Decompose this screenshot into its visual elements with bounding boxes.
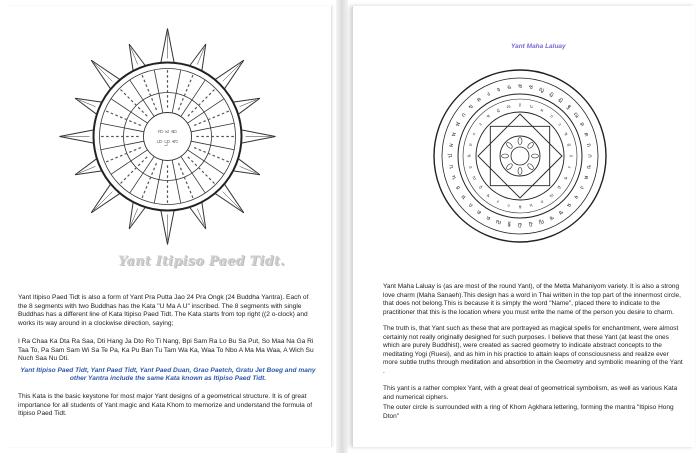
svg-text:ง: ง [556,122,562,128]
svg-text:น: น [449,174,458,181]
svg-text:ญ: ญ [537,217,545,227]
yant-maha-laluay-figure [430,62,610,250]
book-gutter [336,0,348,453]
svg-text:ข: ข [584,164,593,170]
svg-text:ถ: ถ [518,103,522,109]
svg-text:ช: ช [562,131,568,137]
svg-text:ถ: ถ [468,165,474,170]
svg-text:ต: ต [475,208,483,217]
right-paragraph-outer-circle: The outer circle is surrounded with a ring of Khom Agkhara lettering, forming the mantra "Itipiso Hong Dton" [383,404,674,420]
svg-text:ธ: ธ [454,184,463,191]
svg-text:ต: ต [582,131,591,138]
svg-text:ฉ: ฉ [506,83,512,92]
left-paragraph-keystone: This Kata is the basic keystone for most major Yant designs of a geometrical structure. It is of great importance for all students of Yant magic and Kata Khom to memorize and understand the formula of Itipiso Paed Tidt. [18,393,313,418]
svg-text:ง: ง [496,198,501,204]
svg-text:ณ: ณ [506,104,512,111]
svg-text:ฉ: ฉ [565,201,574,210]
svg-text:ผ: ผ [518,203,522,209]
svg-text:ง: ง [578,184,586,191]
yant-itipiso-figure [55,24,280,249]
svg-text:ง: ง [485,90,492,98]
svg-text:ณ: ณ [494,217,503,227]
svg-text:ก: ก [586,154,593,158]
svg-text:น: น [467,154,473,158]
svg-text:ช: ช [517,83,523,90]
svg-text:ฎ: ฎ [548,90,555,99]
svg-text:ช: ช [557,208,565,217]
svg-text:น: น [529,201,534,208]
svg-text:ช: ช [562,175,568,181]
right-paragraph-complex: This yant is a rather complex Yant, with a great deal of geometrical symbolism, as well as various Kata and numerical ciphers. [383,385,678,401]
svg-text:ง: ง [566,165,572,169]
svg-text:ด: ด [577,121,586,128]
svg-text:จ: จ [495,86,502,94]
svg-text:ช: ช [486,192,492,199]
svg-text:พ: พ [449,131,458,138]
svg-text:ถ: ถ [539,198,545,204]
svg-text:ก: ก [567,154,573,158]
right-page-title: Yant Maha Laluay [511,43,566,50]
svg-text:ณ: ณ [547,191,555,199]
svg-text:ꩡ ꩢ ꩣ: ꩡ ꩢ ꩣ [157,128,178,135]
svg-text:ผ: ผ [468,143,474,147]
svg-text:ฏ: ฏ [557,95,565,104]
svg-text:ฏ: ฏ [517,222,523,229]
svg-text:ฐ: ฐ [565,103,573,111]
left-kata-text: I Ra Chaa Ka Dta Ra Saa, Dti Hang Ja Dto Ro Ti Nang, Bpi Sam Ra Lo Bu Sa Put, So Maa Na Ga Ri Taa To, Pa Sam Sam Wi Sa Te Pa, Ka Pu Ban Tu Tam Wa Ka, Waa To Nbo A Ma Ma Waa, A Wich Su Nuch Saa Nu Dti. [18,338,314,363]
svg-text:ฐ: ฐ [506,220,512,229]
svg-text:ซ: ซ [548,213,555,222]
svg-text:ค: ค [475,95,483,104]
svg-text:ผ: ผ [539,108,544,114]
svg-text:ฎ: ฎ [528,220,534,229]
left-highlight-text: Yant Itipiso Paed Tidt, Yant Paed Tidt, Yant Paed Duan, Grao Paetch, Gratu Jet Boeg and many other Yantra include the same Kata known as Itipiso Paed Tidt. [20,367,316,383]
svg-text:ฎ: ฎ [495,108,501,114]
svg-text:ถ: ถ [584,142,593,148]
svg-text:ค: ค [582,174,591,181]
svg-text:ก: ก [459,111,468,119]
svg-text:ฎ: ฎ [556,184,562,190]
svg-text:ถ: ถ [467,201,475,209]
svg-text:ꩤ ꩥ ꩦ: ꩤ ꩥ ꩦ [156,138,179,145]
right-paragraph-truth: The truth is, that Yant such as these that are portrayed as magical spells for enchantment, were almost certainly not really originally designed for such purposes. I believe that these Yant (at least the ones which are purely Buddhist), were created as sacred geometry to indicate abstract concepts to the meditating Yogi (Ruesi), and as him in his practice to attain leaps of consciousness and realize ever more subtle truths through meditation and absorbtion in the Geometry and symbolic meaning of the Yant . [383,325,683,375]
svg-text:น: น [529,104,534,111]
svg-text:ข: ข [466,102,475,111]
svg-text:ง: ง [478,122,484,128]
svg-text:ฎ: ฎ [478,184,484,190]
svg-text:ณ: ณ [471,174,479,181]
left-paragraph-intro: Yant Itipiso Paed Tidt is also a form of Yant Pra Putta Jao 24 Pra Ongk (24 Buddha Yantra). Each of the 8 segments with two Buddhas has the Kata "U Ma A U" inscribed. The 8 segments with single Buddhas has a different line of Kata Itipiso Paed Tidt. The Kata starts from top right ((2 o-clock) and works its way around in a clockwise direction, saying; [18,294,309,327]
svg-text:ก: ก [548,114,554,120]
svg-text:ก: ก [506,202,511,208]
svg-text:ช: ช [486,113,492,120]
svg-text:ญ: ญ [537,85,545,95]
svg-text:จ: จ [572,193,581,201]
figure-caption: Yant Itipiso Paed Tidt. [118,254,285,269]
svg-text:ซ: ซ [528,83,534,92]
svg-text:ณ: ณ [571,110,581,120]
svg-text:ท: ท [459,193,468,201]
svg-text:ผ: ผ [447,142,456,148]
svg-text:ฎ: ฎ [565,142,572,147]
svg-text:ด: ด [485,213,492,222]
svg-text:ก: ก [472,131,478,137]
svg-text:ป: ป [447,154,454,158]
right-paragraph-intro: Yant Maha Laluay is (as are most of the round Yant), of the Metta Mahaniyom variety. It is also a strong love charm (Maha Sanaeh).This design has a word in Thai written in the top part of the innermost circle, that does not belong.This is because it is simply the word "Name", placed there to indicate to the practitioner that this is the location where you must write the name of the person you desire to charm. [383,283,681,316]
svg-text:บ: บ [447,164,456,170]
svg-text:ฟ: ฟ [453,120,463,128]
